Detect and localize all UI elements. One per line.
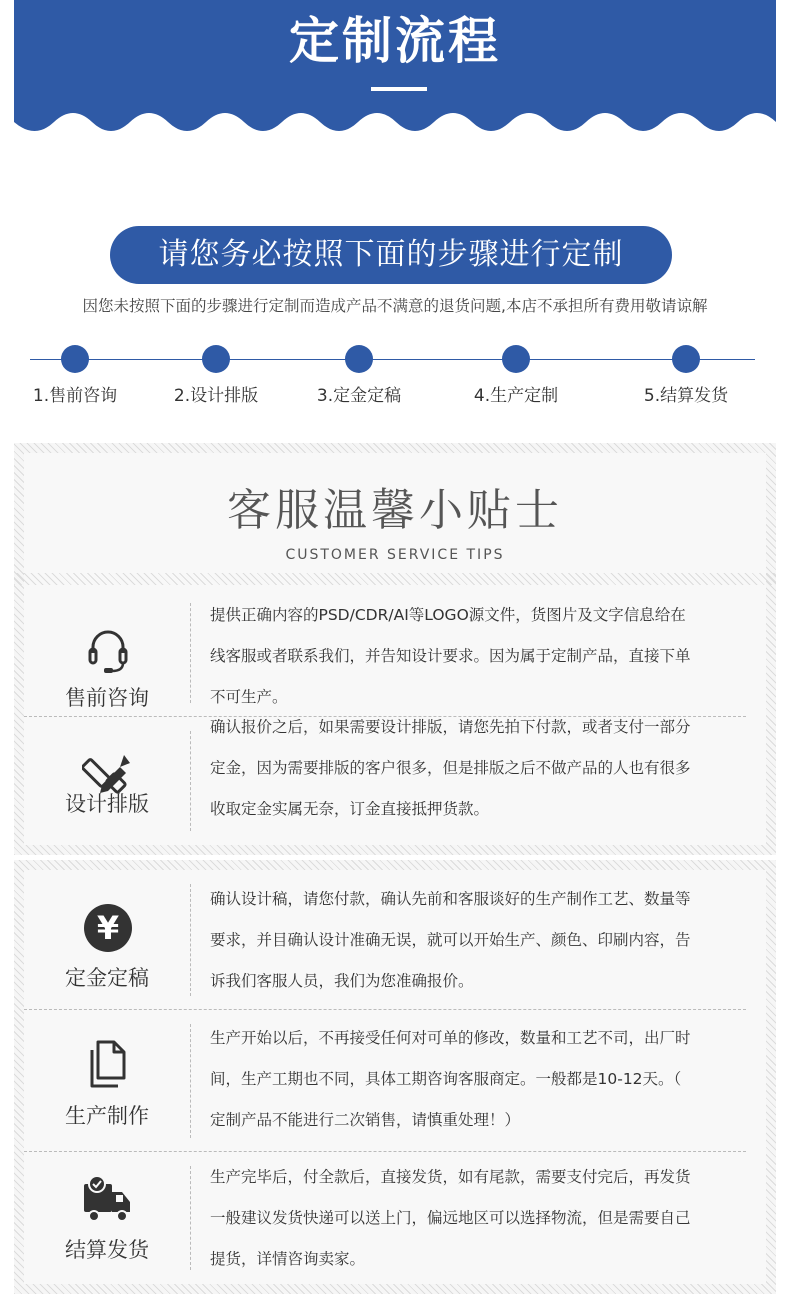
tips-card-inner xyxy=(24,453,766,845)
step-label: 1.售前咨询 xyxy=(32,386,118,406)
step-dot xyxy=(345,345,373,373)
row-divider xyxy=(190,731,191,831)
step-1 xyxy=(0,345,150,408)
tip-line: 提货，详情咨询卖家。 xyxy=(210,1250,366,1268)
tip-row-text xyxy=(210,1018,750,1141)
tip-row-title: 结算发货 xyxy=(65,1238,149,1262)
step-dot xyxy=(672,345,700,373)
step-label: 2.设计排版 xyxy=(173,386,259,406)
step-dot xyxy=(61,345,89,373)
tip-line: 确认报价之后，如果需要设计排版，请您先拍下付款，或者支付一部分 xyxy=(210,718,691,736)
tip-row-title: 售前咨询 xyxy=(65,686,149,710)
title-underline xyxy=(371,87,427,91)
tip-row-title: 定金定稿 xyxy=(65,966,149,990)
tip-row-title: 设计排版 xyxy=(65,792,149,816)
banner-title: 定制流程 xyxy=(289,12,501,70)
step-3 xyxy=(284,345,434,408)
tip-row-presale xyxy=(24,589,766,717)
tips-separator xyxy=(14,573,776,585)
tip-line: 间，生产工期也不同，具体工期咨询客服商定。一般都是10-12天。（ xyxy=(210,1070,682,1088)
tip-row-text xyxy=(210,595,750,718)
header-banner xyxy=(14,0,776,150)
tip-row-design xyxy=(24,717,766,845)
step-5 xyxy=(611,345,761,408)
tip-row-production xyxy=(24,1010,766,1152)
headset-icon xyxy=(82,625,134,677)
step-label: 4.生产定制 xyxy=(473,386,559,406)
tip-line: 一般建议发货快递可以送上门，偏远地区可以选择物流，但是需要自己 xyxy=(210,1209,691,1227)
step-4 xyxy=(441,345,591,408)
tip-line: 要求，并目确认设计准确无误，就可以开始生产、颜色、印刷内容，告 xyxy=(210,931,691,949)
yen-symbol: ¥ xyxy=(96,909,120,947)
notice-heading: 请您务必按照下面的步骤进行定制 xyxy=(110,226,672,284)
tip-line: 不可生产。 xyxy=(210,688,288,706)
row-divider xyxy=(190,1024,191,1138)
row-divider xyxy=(190,1166,191,1270)
tip-row-text xyxy=(210,1157,750,1280)
step-label: 3.定金定稿 xyxy=(316,386,402,406)
tips-card-bottom xyxy=(14,860,776,1294)
tip-row-text xyxy=(210,879,750,1002)
tips-card-top xyxy=(14,443,776,855)
step-label: 5.结算发货 xyxy=(643,386,729,406)
tip-line: 线客服或者联系我们，并告知设计要求。因为属于定制产品，直接下单 xyxy=(210,647,691,665)
yen-icon xyxy=(82,902,134,954)
tip-row-title: 生产制作 xyxy=(65,1104,149,1128)
tip-line: 诉我们客服人员，我们为您准确报价。 xyxy=(210,972,474,990)
tip-line: 收取定金实属无奈，订金直接抵押货款。 xyxy=(210,800,490,818)
tip-line: 确认设计稿，请您付款，确认先前和客服谈好的生产制作工艺、数量等 xyxy=(210,890,691,908)
tip-line: 定金，因为需要排版的客户很多，但是排版之后不做产品的人也有很多 xyxy=(210,759,691,777)
document-copy-icon xyxy=(82,1038,134,1090)
row-divider xyxy=(190,884,191,996)
tip-line: 提供正确内容的PSD/CDR/AI等LOGO源文件，货图片及文字信息给在 xyxy=(210,606,686,624)
tips-subtitle: CUSTOMER SERVICE TIPS xyxy=(285,547,505,563)
tips-title: 客服温馨小贴士 xyxy=(227,485,563,536)
tip-line: 定制产品不能进行二次销售，请慎重处理！） xyxy=(210,1111,521,1129)
tip-row-text xyxy=(210,707,750,830)
tip-row-deposit xyxy=(24,870,766,1010)
step-dot xyxy=(202,345,230,373)
row-divider xyxy=(190,603,191,703)
notice-subtext: 因您未按照下面的步骤进行定制而造成产品不满意的退货问题,本店不承担所有费用敬请谅解 xyxy=(82,297,708,315)
tip-line: 生产完毕后，付全款后，直接发货，如有尾款，需要支付完后，再发货 xyxy=(210,1168,691,1186)
tips-card-inner xyxy=(24,870,766,1284)
delivery-truck-icon xyxy=(82,1174,134,1226)
tip-row-delivery xyxy=(24,1152,766,1284)
tip-line: 生产开始以后，不再接受任何对可单的修改，数量和工艺不司，出厂时 xyxy=(210,1029,691,1047)
step-dot xyxy=(502,345,530,373)
step-2 xyxy=(141,345,291,408)
